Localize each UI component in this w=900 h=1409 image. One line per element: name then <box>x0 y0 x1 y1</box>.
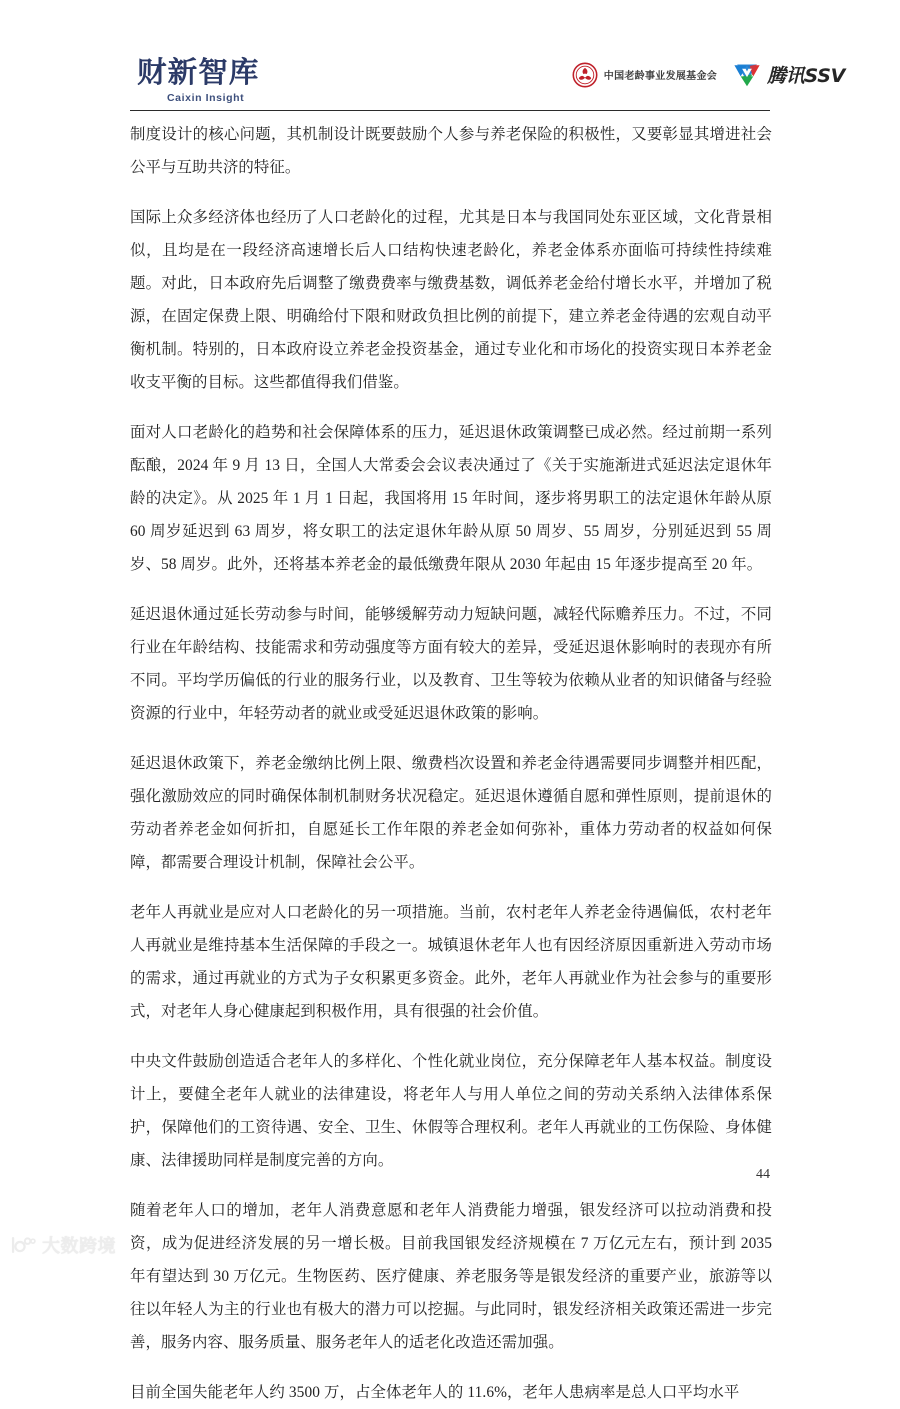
watermark-label: 大数跨境 <box>42 1236 116 1257</box>
brand-name-cn: 财新智库 <box>137 55 260 89</box>
tencent-ssv-label: 腾讯SSV <box>767 65 845 87</box>
partner-tencent-ssv <box>733 61 845 88</box>
paragraph: 老年人再就业是应对人口老龄化的另一项措施。当前，农村老年人养老金待遇偏低，农村老年人再就业是维持基本生活保障的手段之一。城镇退休老年人也有因经济原因重新进入劳动市场的需求，通过再就业的方式为子女积累更多资金。此外，老年人再就业作为社会参与的重要形式，对老年人身心健康起到积极作用，具有很强的社会价值。 <box>130 904 772 1020</box>
foundation-seal-icon <box>572 62 598 88</box>
partner-foundation <box>572 62 717 88</box>
paragraph: 制度设计的核心问题，其机制设计既要鼓励个人参与养老保险的积极性，又要彰显其增进社会公平与互助共济的特征。 <box>130 126 772 176</box>
page-number: 44 <box>756 1167 770 1182</box>
partner-logos <box>572 61 845 88</box>
paragraph: 目前全国失能老年人约 3500 万，占全体老年人的 11.6%，老年人患病率是总人口平均水平 <box>130 1384 740 1401</box>
watermark-logo-icon <box>10 1235 36 1255</box>
watermark <box>10 1232 116 1258</box>
paragraph: 延迟退休政策下，养老金缴纳比例上限、缴费档次设置和养老金待遇需要同步调整并相匹配，强化激励效应的同时确保体制机制财务状况稳定。延迟退休遵循自愿和弹性原则，提前退休的劳动者养老金如何折扣，自愿延长工作年限的养老金如何弥补，重体力劳动者的权益如何保障，都需要合理设计机制，保障社会公平。 <box>130 755 772 871</box>
paragraph: 中央文件鼓励创造适合老年人的多样化、个性化就业岗位，充分保障老年人基本权益。制度设计上，要健全老年人就业的法律建设，将老年人与用人单位之间的劳动关系纳入法律体系保护，保障他们的工资待遇、安全、卫生、休假等合理权利。老年人再就业的工伤保险、身体健康、法律援助同样是制度完善的方向。 <box>130 1053 772 1169</box>
header-divider <box>130 110 770 111</box>
brand-name-en: Caixin Insight <box>167 92 245 104</box>
page-header <box>0 0 900 108</box>
document-body <box>130 118 772 1409</box>
caixin-insight-logo <box>137 55 357 104</box>
paragraph: 延迟退休通过延长劳动参与时间，能够缓解劳动力短缺问题，减轻代际赡养压力。不过，不同行业在年龄结构、技能需求和劳动强度等方面有较大的差异，受延迟退休影响时的表现亦有所不同。平均学历偏低的行业的服务行业，以及教育、卫生等较为依赖从业者的知识储备与经验资源的行业中，年轻劳动者的就业或受延迟退休政策的影响。 <box>130 606 772 722</box>
paragraph: 国际上众多经济体也经历了人口老龄化的过程，尤其是日本与我国同处东亚区域，文化背景相似，且均是在一段经济高速增长后人口结构快速老龄化，养老金体系亦面临可持续性持续难题。对此，日本政府先后调整了缴费费率与缴费基数，调低养老金给付增长水平，并增加了税源，在固定保费上限、明确给付下限和财政负担比例的前提下，建立养老金待遇的宏观自动平衡机制。特别的，日本政府设立养老金投资基金，通过专业化和市场化的投资实现日本养老金收支平衡的目标。这些都值得我们借鉴。 <box>130 209 772 391</box>
paragraph: 随着老年人口的增加，老年人消费意愿和老年人消费能力增强，银发经济可以拉动消费和投资，成为促进经济发展的另一增长极。目前我国银发经济规模在 7 万亿元左右，预计到 2035 年有望达到 30 万亿元。生物医药、医疗健康、养老服务等是银发经济的重要产业，旅游等以往以年轻人为主的行业也有极大的潜力可以挖掘。与此同时，银发经济相关政策还需进一步完善，服务内容、服务质量、服务老年人的适老化改造还需加强。 <box>130 1202 772 1351</box>
tencent-triangle-icon <box>733 63 761 87</box>
paragraph: 面对人口老龄化的趋势和社会保障体系的压力，延迟退休政策调整已成必然。经过前期一系列酝酿，2024 年 9 月 13 日，全国人大常委会会议表决通过了《关于实施渐进式延迟法定退休年龄的决定》。从 2025 年 1 月 1 日起，我国将用 15 年时间，逐步将男职工的法定退休年龄从原 60 周岁延迟到 63 周岁，将女职工的法定退休年龄从原 50 周岁、55 周岁，分别延迟到 55 周岁、58 周岁。此外，还将基本养老金的最低缴费年限从 2030 年起由 15 年逐步提高至 20 年。 <box>130 424 772 573</box>
foundation-name-label: 中国老龄事业发展基金会 <box>603 71 718 82</box>
